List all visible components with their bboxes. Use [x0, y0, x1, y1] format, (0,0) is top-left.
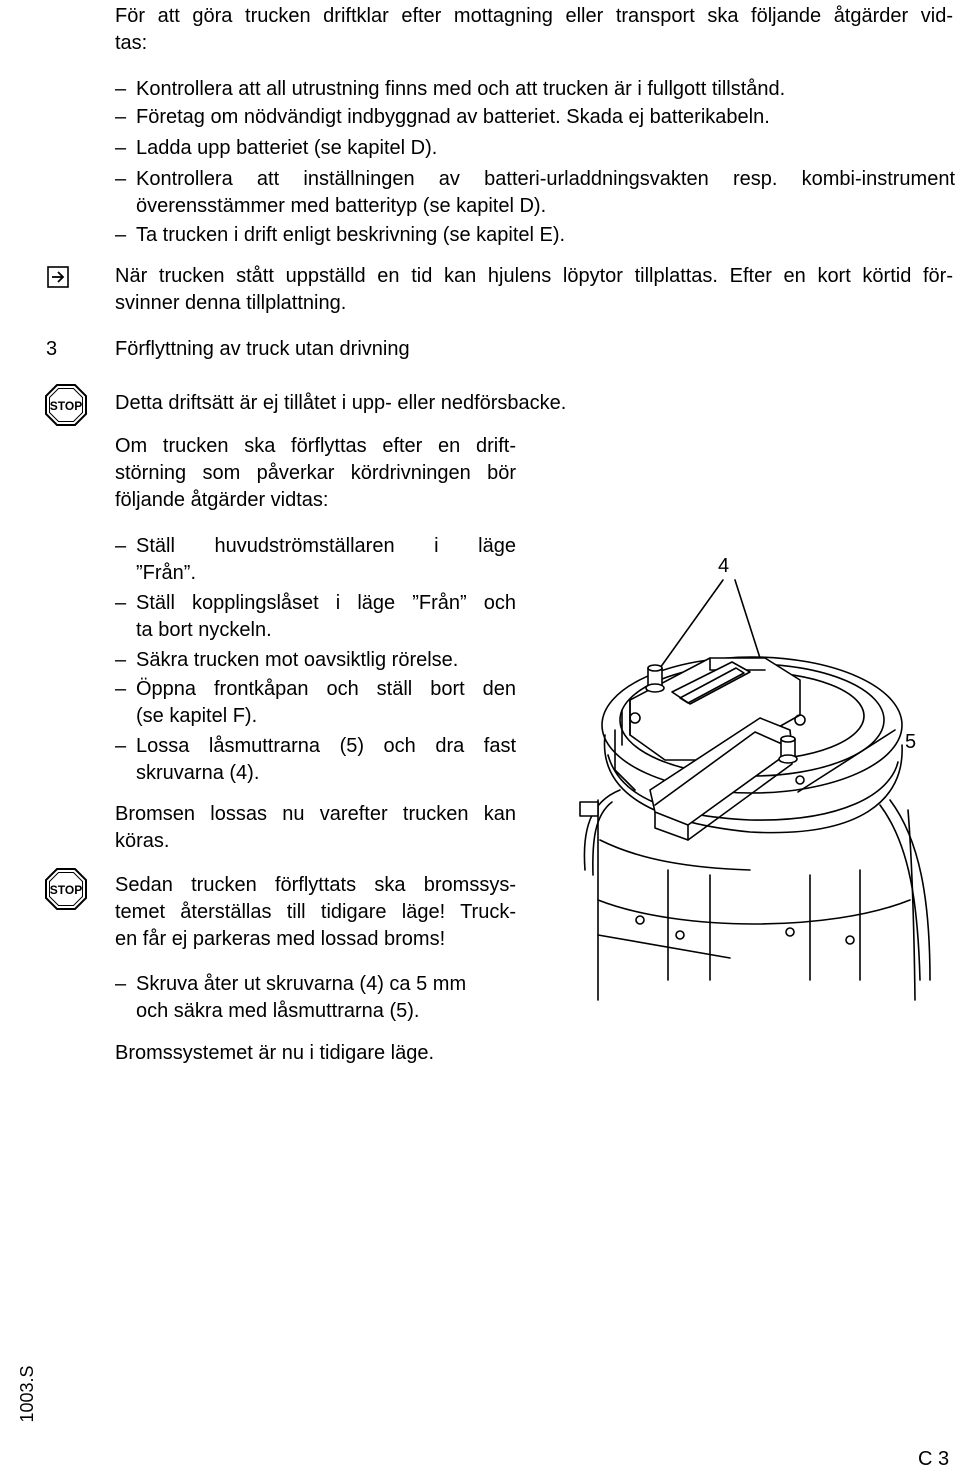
- doc-code: 1003.S: [17, 1365, 37, 1423]
- list-item-text: Ladda upp batteriet (se kapitel D).: [136, 137, 438, 159]
- warning2-line-1: Sedan trucken förflyttats ska bromssys-: [115, 874, 516, 896]
- list-dash: –: [115, 137, 127, 159]
- closing-text: Bromssystemet är nu i tidigare läge.: [115, 1042, 435, 1064]
- paragraph2-line-1: Bromsen lossas nu varefter trucken kan: [115, 803, 516, 825]
- list-dash: –: [115, 106, 127, 128]
- paragraph-line-2: störning som påverkar kördrivningen bör: [115, 462, 516, 484]
- paragraph-line-1: Om trucken ska förflyttas efter en drift-: [115, 435, 516, 457]
- step-after-line-2: och säkra med låsmuttrarna (5).: [136, 1000, 420, 1022]
- list-item-text-cont: ”Från”.: [136, 562, 196, 584]
- callout-4-label: 4: [718, 555, 730, 577]
- intro-line-1: För att göra trucken driftklar efter mottagning eller transport ska följande åtgärder vid-: [115, 5, 953, 27]
- list-dash: –: [115, 735, 127, 757]
- list-dash: –: [115, 678, 127, 700]
- list-item-text: Säkra trucken mot oavsiktlig rörelse.: [136, 649, 459, 671]
- stop-sign-icon: [44, 383, 88, 427]
- list-dash: –: [115, 592, 127, 614]
- warning2-line-2: temet återställas till tidigare läge! Truck-: [115, 901, 516, 923]
- list-item-text-cont: skruvarna (4).: [136, 762, 260, 784]
- list-item-text: Lossa låsmuttrarna (5) och dra fast: [136, 735, 516, 757]
- arrow-right-icon: [47, 266, 69, 288]
- paragraph-line-3: följande åtgärder vidtas:: [115, 489, 329, 511]
- list-item-text-cont: överensstämmer med batterityp (se kapitel D).: [136, 195, 547, 217]
- list-item-text: Öppna frontkåpan och ställ bort den: [136, 678, 516, 700]
- list-dash: –: [115, 973, 127, 995]
- note-line-1: När trucken stått uppställd en tid kan hjulens löpytor tillplattas. Efter en kort körtid för-: [115, 265, 953, 287]
- list-item-text: Kontrollera att inställningen av batteri-urladdningsvakten resp. kombi-instrument: [136, 168, 955, 190]
- note-line-2: svinner denna tillplattning.: [115, 292, 347, 314]
- section-number: 3: [46, 338, 58, 360]
- stop-sign-icon: [44, 867, 88, 911]
- list-item-text-cont: ta bort nyckeln.: [136, 619, 272, 641]
- list-item-text: Ställ kopplingslåset i läge ”Från” och: [136, 592, 516, 614]
- intro-line-2: tas:: [115, 32, 148, 54]
- list-item-text: Ta trucken i drift enligt beskrivning (se kapitel E).: [136, 224, 566, 246]
- paragraph2-line-2: köras.: [115, 830, 170, 852]
- list-dash: –: [115, 224, 127, 246]
- list-dash: –: [115, 168, 127, 190]
- warning-text: Detta driftsätt är ej tillåtet i upp- eller nedförsbacke.: [115, 392, 567, 414]
- step-after-line-1: Skruva åter ut skruvarna (4) ca 5 mm: [136, 973, 467, 995]
- warning2-line-3: en får ej parkeras med lossad broms!: [115, 928, 446, 950]
- section-title: Förflyttning av truck utan drivning: [115, 338, 410, 360]
- list-dash: –: [115, 535, 127, 557]
- list-item-text: Företag om nödvändigt indbyggnad av batteriet. Skada ej batterikabeln.: [136, 106, 770, 128]
- list-item-text: Ställ huvudströmställaren i läge: [136, 535, 516, 557]
- stop-sign-label: STOP: [49, 883, 83, 897]
- list-item-text-cont: (se kapitel F).: [136, 705, 258, 727]
- list-dash: –: [115, 649, 127, 671]
- brake-assembly-figure: [560, 540, 960, 1010]
- page-number: C 3: [918, 1448, 950, 1470]
- stop-sign-label: STOP: [49, 399, 83, 413]
- list-dash: –: [115, 78, 127, 100]
- callout-5-label: 5: [905, 731, 917, 753]
- list-item-text: Kontrollera att all utrustning finns med och att trucken är i fullgott tillstånd.: [136, 78, 786, 100]
